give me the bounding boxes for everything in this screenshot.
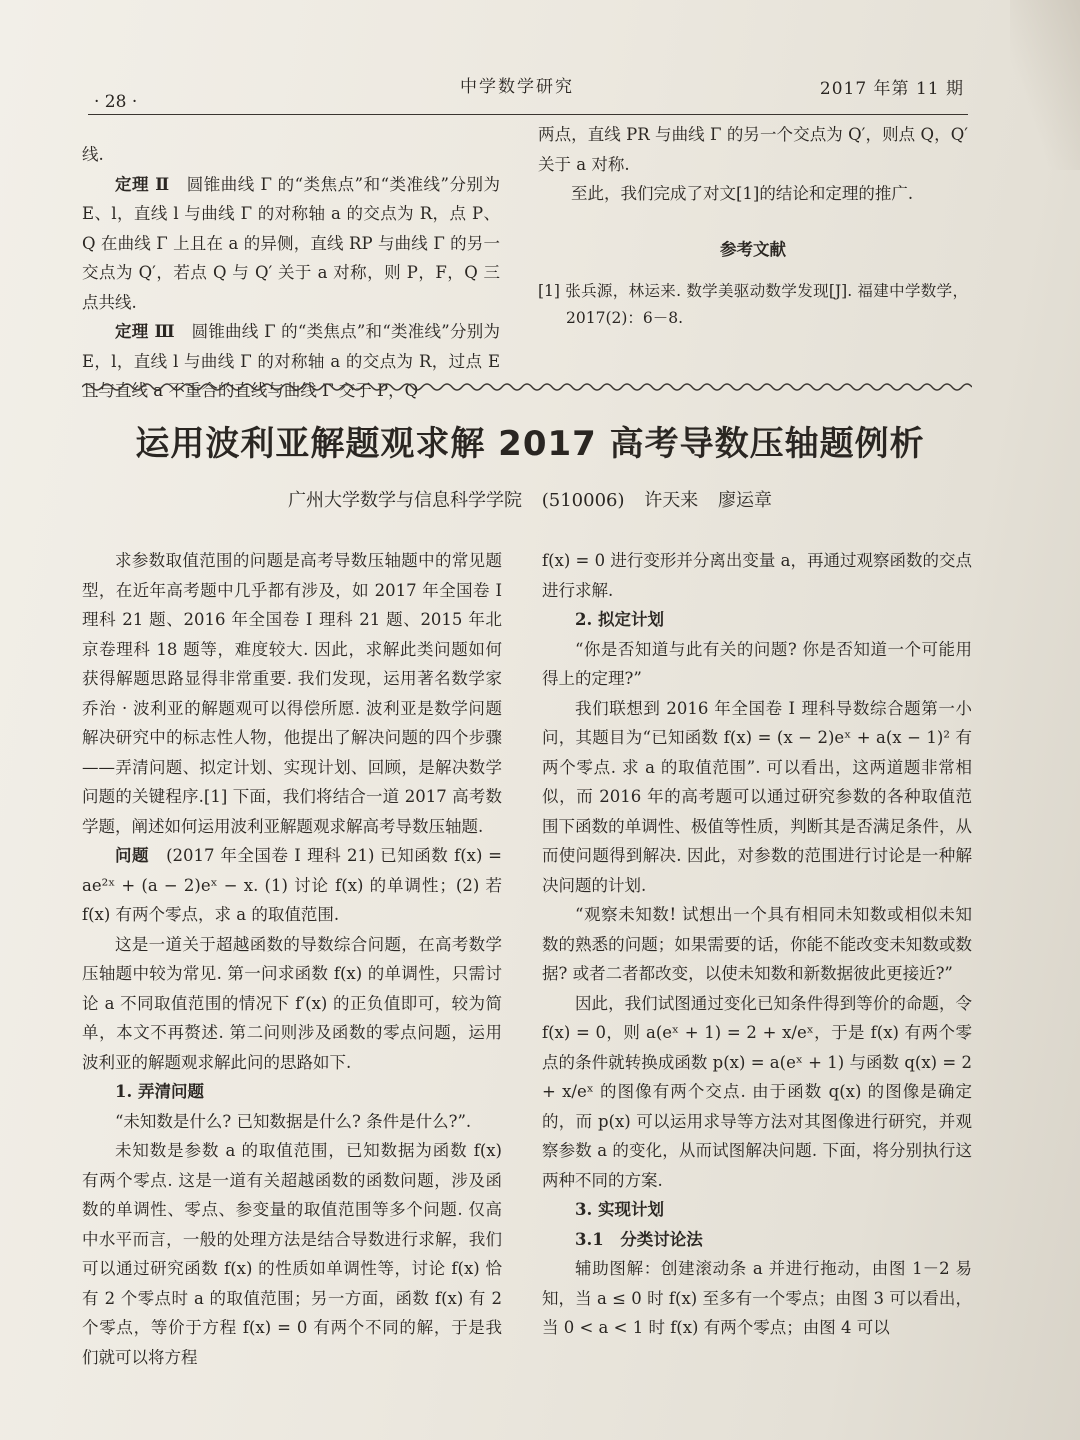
theorem-2 bbox=[82, 170, 500, 318]
previous-article-left-column bbox=[82, 140, 500, 406]
journal-name: 中学数学研究 bbox=[460, 77, 574, 97]
conclusion-paragraph: 至此，我们完成了对文[1]的结论和定理的推广. bbox=[571, 184, 914, 203]
subsection-heading: 3.1 分类讨论法 bbox=[575, 1229, 703, 1249]
problem-text: (2017 年全国卷 Ⅰ 理科 21) 已知函数 f(x) = ae²ˣ + (a − 2)eˣ − x. (1) 讨论 f(x) 的单调性；(2) 若 f(x) 有两个零点，求 a 的取值范围. bbox=[82, 846, 502, 924]
polya-quote: “你是否知道与此有关的问题? 你是否知道一个可能用得上的定理?” bbox=[542, 639, 972, 688]
theorem-2-label: 定理 Ⅱ bbox=[115, 174, 170, 194]
section-heading: 1. 弄清问题 bbox=[115, 1082, 204, 1101]
page-header bbox=[88, 70, 970, 114]
body-paragraph: f(x) = 0 进行变形并分离出变量 a，再通过观察函数的交点进行求解. bbox=[542, 551, 972, 600]
wavy-divider bbox=[82, 380, 972, 394]
affiliation: 广州大学数学与信息科学学院 bbox=[288, 490, 523, 511]
theorem-3-text: 圆锥曲线 Γ 的“类焦点”和“类准线”分别为 E，l，直线 l 与曲线 Γ 的对称轴 a 的交点为 R，过点 E 且与直线 a 不重合的直线与曲线 Γ 交于 P，Q bbox=[82, 322, 500, 400]
article-right-column bbox=[542, 546, 972, 1343]
page-number: · 28 · bbox=[94, 92, 138, 112]
author-line bbox=[80, 486, 980, 512]
body-paragraph: 我们联想到 2016 年全国卷 Ⅰ 理科导数综合题第一小问，其题目为“已知函数 f(x) = (x − 2)eˣ + a(x − 1)² 有两个零点. 求 a 的取值范围”. 可以看出，这两道题非常相似，而 2016 年的高考题可以通过研究参数的各种取值范围下函数的单调性、极值等性质，判断其是否满足条件，从而使问题得到解决. 因此，对参数的范围进行讨论是一种解决问题的计划. bbox=[542, 698, 972, 895]
continued-text: 线. bbox=[82, 145, 104, 164]
polya-quote: “观察未知数! 试想出一个具有相同未知数或相似未知数的熟悉的问题；如果需要的话，你能不能改变未知数或数据? 或者二者都改变，以使未知数和新数据彼此更接近?” bbox=[542, 905, 972, 983]
references-heading: 参考文献 bbox=[720, 239, 786, 259]
problem-statement bbox=[82, 841, 502, 930]
analysis-paragraph: 这是一道关于超越函数的导数综合问题，在高考数学压轴题中较为常见. 第一问求函数 f(x) 的单调性，只需讨论 a 不同取值范围的情况下 f′(x) 的正负值即可，较为简单，本文不再赘述. 第二问则涉及函数的零点问题，运用波利亚的解题观求解此问的思路如下. bbox=[82, 934, 502, 1072]
polya-quote: “未知数是什么? 已知数据是什么? 条件是什么?”. bbox=[115, 1111, 472, 1131]
theorem-3-label: 定理 Ⅲ bbox=[115, 322, 175, 341]
problem-label: 问题 bbox=[115, 846, 150, 865]
header-rule bbox=[88, 114, 968, 115]
author-name: 许天来 bbox=[644, 490, 699, 511]
reference-item: [1] 张兵源，林运来. 数学美驱动数学发现[J]. 福建中学数学，2017(2)：6－8. bbox=[538, 282, 968, 327]
issue-label: 2017 年第 11 期 bbox=[819, 79, 964, 99]
postcode: (510006) bbox=[541, 490, 625, 511]
page-fold-shadow bbox=[1010, 0, 1080, 170]
author-name: 廖运章 bbox=[717, 490, 772, 511]
body-paragraph: 未知数是参数 a 的取值范围，已知数据为函数 f(x) 有两个零点. 这是一道有关超越函数的函数问题，涉及函数的单调性、零点、参变量的取值范围等多个问题. 仅高中水平而言，一般的处理方法是结合导数进行求解，我们可以通过研究函数 f(x) 的性质如单调性等，讨论 f(x) 恰有 2 个零点时 a 的取值范围；另一方面，函数 f(x) 有 2 个零点，等价于方程 f(x) = 0 有两个不同的解，于是我们就可以将方程 bbox=[82, 1141, 502, 1367]
article-left-column bbox=[82, 546, 502, 1372]
theorem-3-continued: 两点，直线 PR 与曲线 Γ 的另一个交点为 Q′，则点 Q，Q′ 关于 a 对称. bbox=[538, 125, 968, 174]
previous-article-right-column bbox=[538, 120, 968, 332]
body-paragraph: 因此，我们试图通过变化已知条件得到等价的命题，令 f(x) = 0，则 a(eˣ + 1) = 2 + x/eˣ，于是 f(x) 有两个零点的条件就转换成函数 p(x) = a(eˣ + 1) 与函数 q(x) = 2 + x/eˣ 的图像有两个交点. 由于函数 q(x) 的图像是确定的，而 p(x) 可以运用求导等方法对其图像进行研究，并观察参数 a 的变化，从而试图解决问题. 下面，将分别执行这两种不同的方案. bbox=[542, 993, 972, 1190]
section-heading: 2. 拟定计划 bbox=[575, 610, 664, 629]
theorem-2-text: 圆锥曲线 Γ 的“类焦点”和“类准线”分别为 E、l，直线 l 与曲线 Γ 的对称轴 a 的交点为 R，点 P、Q 在曲线 Γ 上且在 a 的异侧，直线 RP 与曲线 Γ 的另一交点为 Q′，若点 Q 与 Q′ 关于 a 对称，则 P，F，Q 三点共线. bbox=[82, 174, 501, 312]
body-paragraph: 辅助图解：创建滚动条 a 并进行拖动，由图 1－2 易知，当 a ≤ 0 时 f(x) 至多有一个零点；由图 3 可以看出，当 0 < a < 1 时 f(x) 有两个零点；由图 4 可以 bbox=[542, 1259, 972, 1337]
article-title: 运用波利亚解题观求解 2017 高考导数压轴题例析 bbox=[135, 424, 925, 464]
section-heading: 3. 实现计划 bbox=[575, 1200, 664, 1219]
intro-paragraph: 求参数取值范围的问题是高考导数压轴题中的常见题型，在近年高考题中几乎都有涉及，如 2017 年全国卷 Ⅰ 理科 21 题、2016 年全国卷 Ⅰ 理科 21 题、2015 年北京卷理科 18 题等，难度较大. 因此，求解此类问题如何获得解题思路显得非常重要. 我们发现，运用著名数学家乔治 · 波利亚的解题观可以得偿所愿. 波利亚是数学问题解决研究中的标志性人物，他提出了解决问题的四个步骤——弄清问题、拟定计划、实现计划、回顾，是解决数学问题的关键程序.[1] 下面，我们将结合一道 2017 高考数学题，阐述如何运用波利亚解题观求解高考导数压轴题. bbox=[82, 551, 502, 836]
